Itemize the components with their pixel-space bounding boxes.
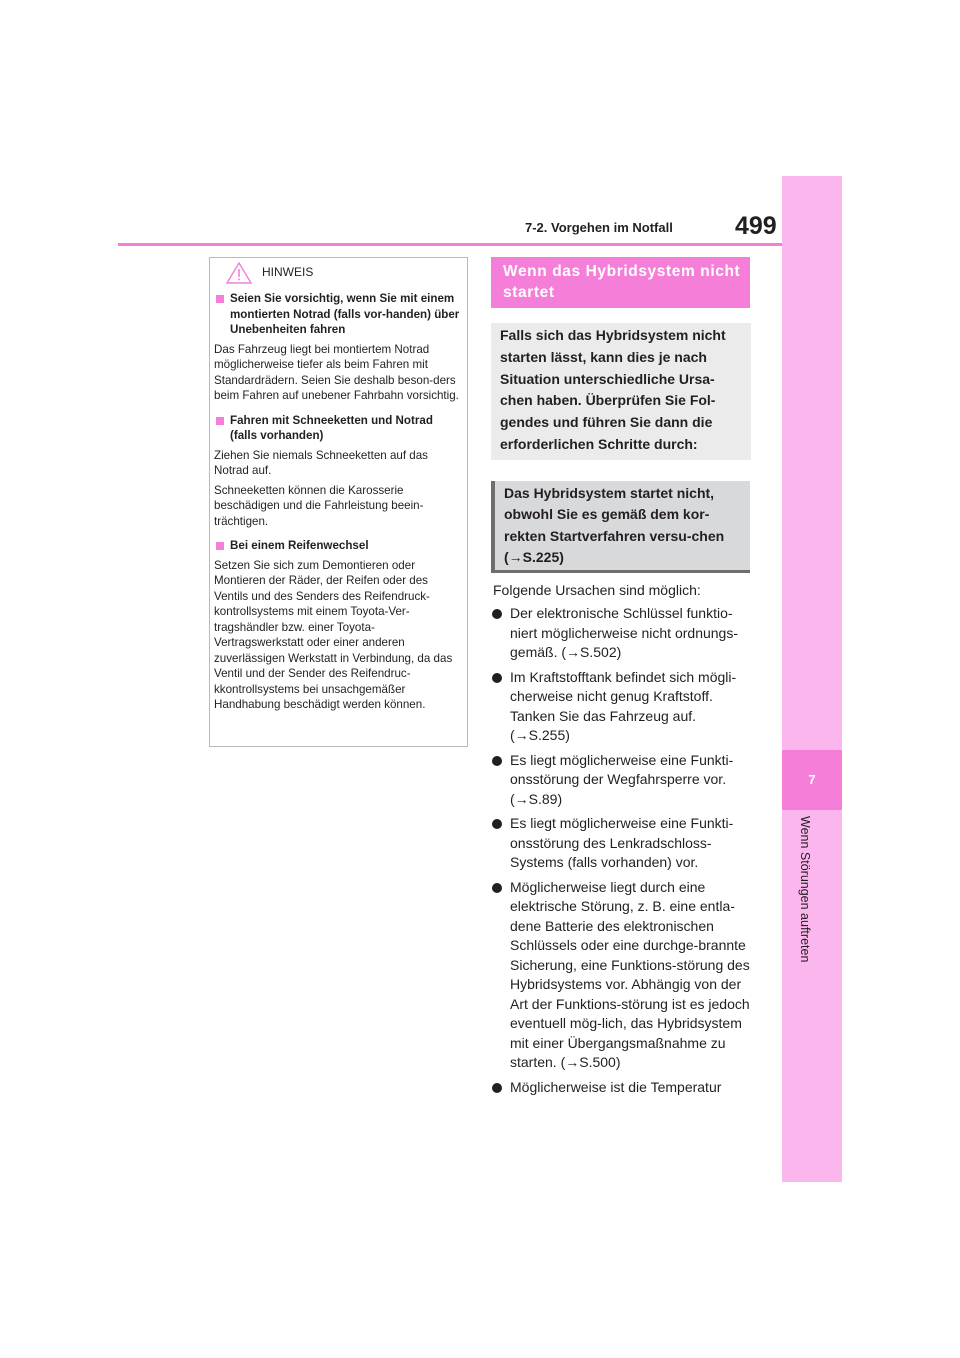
causes-list (491, 604, 756, 1102)
chapter-label: Wenn Störungen auftreten (798, 816, 812, 963)
note-paragraph: Setzen Sie sich zum Demontieren oder Montieren der Räder, der Reifen oder des Ventils und des Senders des Reifendruck-kontrollsystems mit einem Toyota-Ver-tragshändler bzw. einer Toyota-Vertragswerkstatt oder einer anderen zuverlässigen Werkstatt in Verbindung, da das Ventil und der Sender des Reifendruc-kkontrollsystems bei unsachgemäßer Handhabung beschädigt werden können. (214, 558, 453, 711)
running-header: 7-2. Vorgehen im Notfall (525, 220, 673, 235)
bullet-dot-icon (492, 819, 502, 829)
list-item: Möglicherweise ist die Temperatur (491, 1078, 756, 1098)
subsection-title-box (491, 481, 750, 573)
causes-lead: Folgende Ursachen sind möglich: (493, 582, 701, 598)
intro-text: Falls sich das Hybridsystem nicht starten lässt, kann dies je nach Situation unterschiedliche Ursa-chen haben. Überprüfen Sie Fol-gendes und führen Sie dann die erforderlichen Schritte durch: (500, 327, 726, 452)
intro-box (491, 323, 751, 460)
bullet-dot-icon (492, 673, 502, 683)
note-paragraph: Schneeketten können die Karosserie beschädigen und die Fahrleistung beein-trächtigen. (214, 483, 424, 528)
note-paragraph: Ziehen Sie niemals Schneeketten auf das Notrad auf. (214, 448, 428, 477)
subsection-title: Das Hybridsystem startet nicht, obwohl Sie es gemäß dem kor-rekten Startverfahren versu-chen (→S.225) (504, 485, 725, 566)
square-bullet-icon (216, 417, 224, 425)
bullet-dot-icon (492, 1083, 502, 1093)
note-heading: Bei einem Reifenwechsel (214, 538, 463, 554)
bullet-dot-icon (492, 609, 502, 619)
header-rule (118, 243, 782, 246)
square-bullet-icon (216, 295, 224, 303)
note-paragraph: Das Fahrzeug liegt bei montiertem Notrad möglicherweise tiefer als beim Fahren mit Standardrädern. Seien Sie deshalb beson-ders beim Fahren auf unebener Fahrbahn vorsichtig. (214, 342, 459, 402)
section-title-bar (491, 257, 750, 308)
note-body (214, 291, 463, 713)
note-header (210, 258, 467, 288)
square-bullet-icon (216, 542, 224, 550)
bullet-dot-icon (492, 756, 502, 766)
section-title: Wenn das Hybridsystem nicht startet (503, 263, 741, 301)
list-item: Im Kraftstofftank befindet sich mögli-cherweise nicht genug Kraftstoff. Tanken Sie das Fahrzeug auf. (→S.255) (491, 668, 756, 746)
list-item: Es liegt möglicherweise eine Funkti-onsstörung des Lenkradschloss-Systems (falls vorhanden) vor. (491, 814, 756, 873)
bullet-dot-icon (492, 883, 502, 893)
warning-triangle-icon (226, 262, 252, 284)
chapter-side-tab (782, 176, 842, 1182)
note-heading: Fahren mit Schneeketten und Notrad (falls vorhanden) (214, 413, 463, 444)
list-item: Möglicherweise liegt durch eine elektrische Störung, z. B. eine entla-dene Batterie des elektronischen Schlüssels oder eine durchge-brannte Sicherung, eine Funktions-störung des Hybridsystems vor. Abhängig von der Art der Funktions-störung ist es jedoch eventuell mög-lich, das Hybridsystem mit einer Übergangsmaßnahme zu starten. (→S.500) (491, 878, 756, 1073)
list-item: Es liegt möglicherweise eine Funkti-onsstörung der Wegfahrsperre vor. (→S.89) (491, 751, 756, 810)
page-number: 499 (735, 212, 777, 240)
caution-note-box (209, 257, 468, 747)
note-heading: Seien Sie vorsichtig, wenn Sie mit einem montierten Notrad (falls vor-handen) über Unebenheiten fahren (214, 291, 463, 338)
list-item: Der elektronische Schlüssel funktio-niert möglicherweise nicht ordnungs-gemäß. (→S.502) (491, 604, 756, 663)
chapter-number: 7 (808, 772, 816, 787)
note-title: HINWEIS (262, 265, 314, 279)
